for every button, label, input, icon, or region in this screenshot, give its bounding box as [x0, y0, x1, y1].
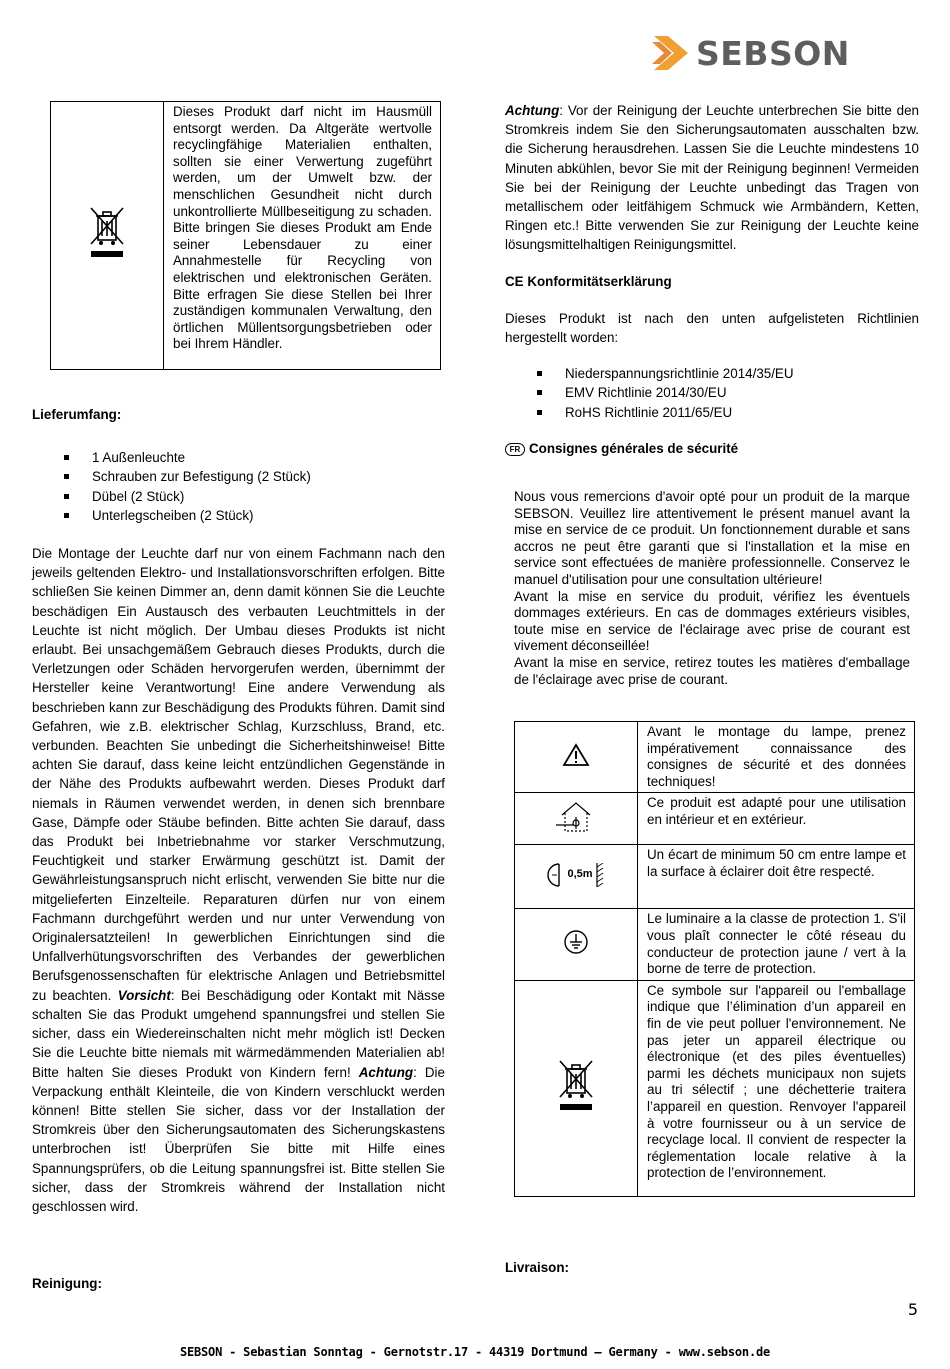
list-item: EMV Richtlinie 2014/30/EU	[505, 383, 919, 402]
list-item: Niederspannungsrichtlinie 2014/35/EU	[505, 364, 919, 383]
protection-class-text: Le luminaire a la classe de protection 1. S'il vous plaît connecter le côté réseau du conducteur de protection jaune / vert à la borne de terre de protection.	[638, 909, 915, 980]
protection-class-icon-cell	[515, 909, 638, 980]
achtung-label: Achtung	[358, 1064, 414, 1080]
page-footer: SEBSON - Sebastian Sonntag - Gernotstr.17 - 44319 Dortmund – Germany - www.sebson.de	[179, 1345, 771, 1359]
fr-intro	[514, 489, 910, 688]
achtung-label: Achtung	[505, 103, 560, 118]
indoor-outdoor-text: Ce produit est adapté pour une utilisation en intérieur et en extérieur.	[638, 793, 915, 845]
lieferumfang-list	[32, 448, 445, 525]
fr-language-badge: FR	[505, 443, 525, 456]
fr-paragraph-3: Avant la mise en service, retirez toutes les matières d'emballage de l'éclairage avec prise de courant.	[514, 654, 910, 687]
ce-heading: CE Konformitätserklärung	[505, 273, 672, 289]
sebson-logo	[652, 34, 862, 74]
fr-paragraph-1: Nous vous remercions d'avoir opté pour un produit de la marque SEBSON. Veuillez lire attentivement le présent manuel avant la mise en service de ce produit. Un fonctionnement durable et sans accros ne peut être garanti que si l'installation et la mise en service sont effectuées de manière professionnelle. Conservez le manuel d'utilisation pour une consultation ultérieure!	[514, 489, 910, 587]
list-item: Dübel (2 Stück)	[32, 487, 445, 506]
installation-text-b: : Bei Beschädigung oder Kontakt mit Nässe schalten Sie das Produkt umgehend spannungsfrei und stellen Sie sicher, dass ein Wiedereinschalten nicht mehr möglich ist! Decken Sie die Leuchte bitte niemals mit wärmedämmenden Materialien ab! Bitte halten Sie dieses Produkt von Kindern fern!	[32, 987, 445, 1080]
logo-chevron-icon	[652, 36, 692, 72]
distance-icon-cell	[515, 845, 638, 909]
vorsicht-label: Vorsicht	[117, 987, 171, 1003]
fr-symbols-table	[514, 721, 915, 1197]
installation-paragraph	[32, 544, 445, 1216]
weee-icon-cell	[515, 980, 638, 1196]
cleaning-paragraph	[505, 101, 919, 255]
fr-paragraph-2: Avant la mise en service du produit, vérifiez les éventuels dommages extérieurs. En cas de dommages extérieurs visibles, toute mise en service de l'éclairage avec prise de courant est vivement déconseillée!	[514, 588, 910, 654]
installation-text-a: Die Montage der Leuchte darf nur von einem Fachmann nach den jeweils geltenden Elektro- und Installationsvorschriften erfolgen. Bitte schließen Sie keinen Dimmer an, denn damit können Sie die Leuchte beschädigen Ein Austausch des verbauten Leuchtmittels in der Leuchte ist nicht möglich. Der Umbau dieses Produkts ist nicht erlaubt. Bei unsachgemäßem Gebrauch dieses Produkts, durch die Verletzungen oder Schäden hervorgerufen werden, übernimmt der Hersteller keine Verantwortung! Eine andere Verwendung als beschrieben kann zur Beschädigung des Produkts führen. Damit sind Gefahren, wie z.B. elektrischer Schlag, Kurzschluss, Brand, etc. verbunden. Beachten Sie unbedingt die Sicherheitshinweise! Bitte achten Sie darauf, dass keine leicht entzündlichen Gegenstände in der Nähe des Produkts aufbewahrt werden. Dieses Produkt darf niemals in Räumen verwendet werden, in denen sich brennbare Gase, Dämpfe oder Stäube befinden. Bitte achten Sie darauf, dass das Produkt bei Inbetriebnahme vor starker Verschmutzung, Feuchtigkeit und starker Erwärmung geschützt ist. Damit der Gewährleistungsanspruch nicht erlischt, verwenden Sie bitte nur die mitgelieferten Einzelteile. Reparaturen dürfen nur von einem Fachmann durchgeführt werden und nur unter Verwendung von Originalersatzteilen! In gewerblichen Einrichtungen sind die Unfallverhütungsvorschriften des Verbandes der gewerblichen Berufsgenossenschaften für elektrische Anlagen und Betriebsmittel zu beachten.	[32, 546, 445, 1003]
livraison-heading: Livraison:	[505, 1260, 569, 1275]
right-column-body	[505, 101, 919, 458]
lieferumfang-heading: Lieferumfang:	[32, 407, 122, 422]
distance-icon-label: 0,5m	[567, 868, 593, 881]
ce-list	[505, 364, 919, 422]
disposal-text: Dieses Produkt darf nicht im Hausmüll entsorgt werden. Da Altgeräte wertvolle recyclingfähige Materialien enthalten, sollten sie einer Verwertung zugeführt werden, um der Umwelt bzw. der menschlichen Gesundheit nicht durch unkontrollierte Müllbeseitigung zu schaden. Bitte bringen Sie dieses Produkt am Ende seiner Lebensdauer zu einer Annahmestelle für Recycling von elektrischen und elektronischen Geräten. Bitte erfragen Sie diese Stellen bei Ihrer zuständigen kommunalen Verwaltung, den örtlichen Müllentsorgungsbetrieben oder bei Ihrem Händler.	[164, 102, 441, 370]
disposal-table	[50, 101, 441, 370]
weee-bin-icon	[87, 206, 127, 260]
distance-icon	[547, 862, 604, 888]
fr-heading: Consignes générales de sécurité	[529, 440, 739, 456]
protection-class-icon	[563, 929, 589, 955]
list-item: 1 Außenleuchte	[32, 448, 445, 467]
warning-icon	[562, 743, 590, 767]
warning-icon-cell	[515, 722, 638, 793]
cleaning-text: : Vor der Reinigung der Leuchte unterbrechen Sie bitte den Stromkreis indem Sie den Sicherungsautomaten ausschalten bzw. die Sicherung herausdrehen. Lassen Sie die Leuchte mindestens 10 Minuten abkühlen, bevor Sie mit der Reinigung beginnen! Vermeiden Sie bei der Reinigung der Leuchte unbedingt das Tragen von metallischem oder leitfähigem Schmuck wie Armbändern, Ketten, Ringen etc.! Bitte verwenden Sie zur Reinigung der Leuchte keine lösungsmittelhaltigen Reinigungsmittel.	[505, 103, 919, 253]
installation-text-c: : Die Verpackung enthält Kleinteile, die von Kindern verschluckt werden können! Bitte stellen Sie sicher, dass vor der Installation der Stromkreis über den Sicherungsautomaten des Sicherungskastens unterbrochen ist! Überprüfen Sie bitte mit Hilfe eines Spannungsprüfers, ob die Leitung spannungsfrei ist. Bitte stellen Sie sicher, dass der Stromkreis während der Installation nicht geschlossen wird.	[32, 1064, 445, 1214]
left-column-body	[32, 405, 445, 1216]
lamp-half-circle-icon	[547, 862, 565, 888]
reinigung-heading: Reinigung:	[32, 1276, 102, 1291]
surface-hatch-icon	[595, 863, 605, 887]
logo-text: SEBSON	[696, 34, 850, 73]
list-item: Schrauben zur Befestigung (2 Stück)	[32, 467, 445, 486]
fr-heading-row	[505, 439, 919, 458]
page-number: 5	[907, 1300, 918, 1319]
list-item: RoHS Richtlinie 2011/65/EU	[505, 403, 919, 422]
warning-text: Avant le montage du lampe, prenez impérativement connaissance des consignes de sécurité et des données techniques!	[638, 722, 915, 793]
indoor-outdoor-icon	[554, 799, 598, 835]
list-item: Unterlegscheiben (2 Stück)	[32, 506, 445, 525]
ce-text: Dieses Produkt ist nach den unten aufgelisteten Richtlinien hergestellt worden:	[505, 310, 919, 346]
weee-bin-icon	[556, 1059, 596, 1113]
distance-text: Un écart de minimum 50 cm entre lampe et la surface à éclairer doit être respecté.	[638, 845, 915, 909]
disposal-icon-cell	[51, 102, 164, 370]
weee-text: Ce symbole sur l'appareil ou l'emballage indique que l’élimination d’un appareil en fin de vie peut polluer l'environnement. Ne pas jeter un appareil électrique ou électronique (et des piles éventuelles) parmi les déchets municipaux non sujets au tri sélectif ; une déchetterie traitera l’appareil en question. Renvoyer l'appareil à votre fournisseur ou à un service de recyclage local. Il convient de respecter la réglementation locale relative à la protection de l’environnement.	[638, 980, 915, 1196]
indoor-outdoor-icon-cell	[515, 793, 638, 845]
